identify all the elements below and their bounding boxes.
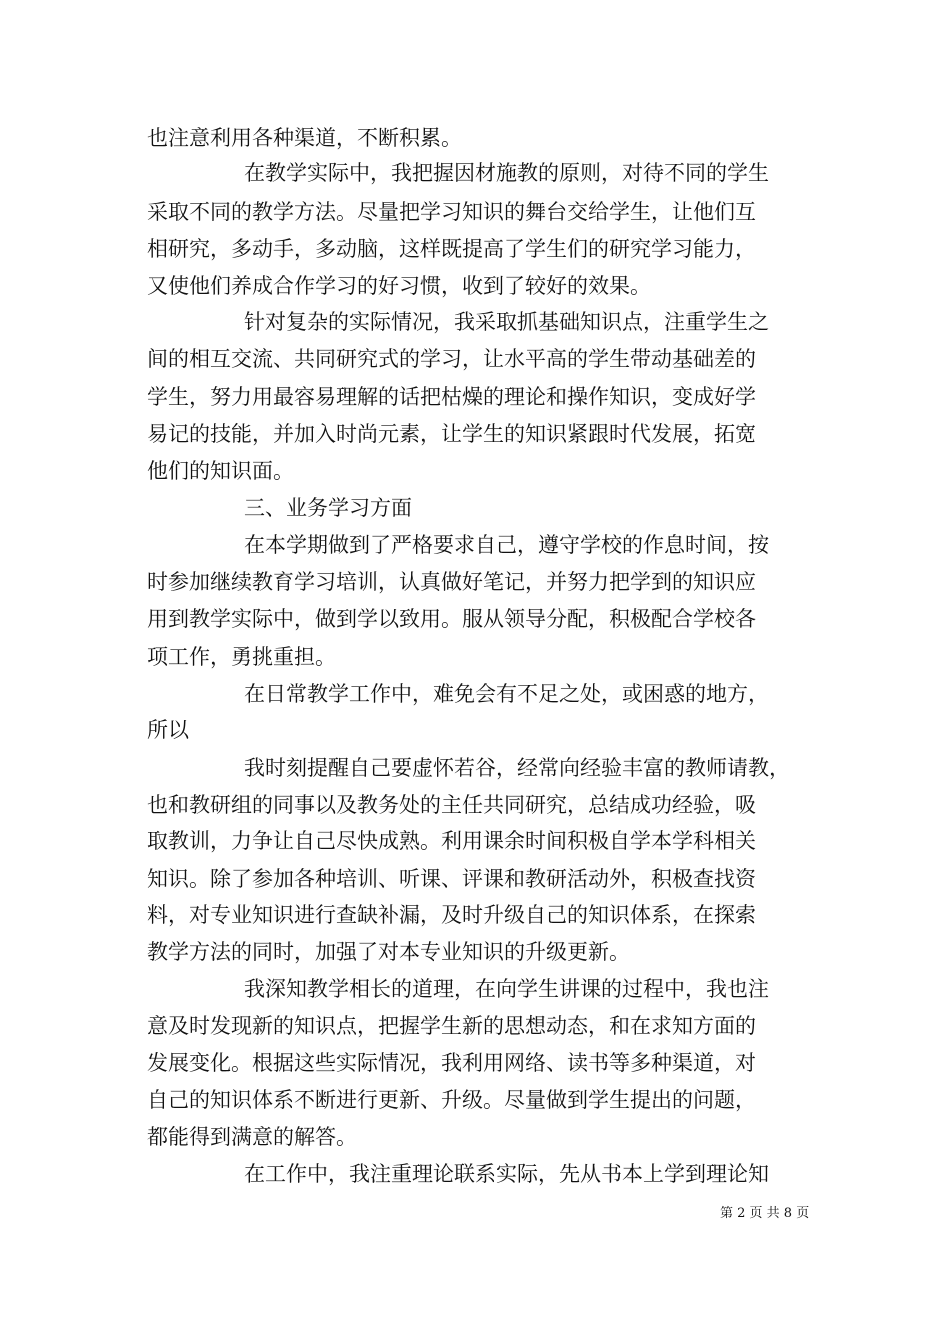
text-line: 在教学实际中，我把握因材施教的原则，对待不同的学生 <box>244 161 769 185</box>
text-line: 学生，努力用最容易理解的话把枯燥的理论和操作知识，变成好学 <box>147 385 756 409</box>
text-line: 相研究，多动手，多动脑，这样既提高了学生们的研究学习能力， <box>147 237 756 261</box>
text-line: 项工作，勇挑重担。 <box>147 645 336 669</box>
text-line: 采取不同的教学方法。尽量把学习知识的舞台交给学生，让他们互 <box>147 200 756 224</box>
text-line: 也注意利用各种渠道，不断积累。 <box>147 126 462 150</box>
text-line: 教学方法的同时，加强了对本专业知识的升级更新。 <box>147 940 630 964</box>
text-line: 我深知教学相长的道理，在向学生讲课的过程中，我也注 <box>244 977 769 1001</box>
section-heading: 三、业务学习方面 <box>244 496 412 520</box>
text-line: 意及时发现新的知识点，把握学生新的思想动态，和在求知方面的 <box>147 1014 756 1038</box>
text-line: 在工作中，我注重理论联系实际，先从书本上学到理论知 <box>244 1162 769 1186</box>
text-line: 在日常教学工作中，难免会有不足之处，或困惑的地方， <box>244 682 769 706</box>
text-line: 我时刻提醒自己要虚怀若谷，经常向经验丰富的教师请教， <box>244 756 790 780</box>
text-line: 料，对专业知识进行查缺补漏，及时升级自己的知识体系，在探索 <box>147 903 756 927</box>
text-line: 也和教研组的同事以及教务处的主任共同研究，总结成功经验，吸 <box>147 793 756 817</box>
text-line: 时参加继续教育学习培训，认真做好笔记，并努力把学到的知识应 <box>147 570 756 594</box>
text-line: 所以 <box>147 718 189 742</box>
text-line: 都能得到满意的解答。 <box>147 1125 357 1149</box>
text-line: 发展变化。根据这些实际情况，我利用网络、读书等多种渠道，对 <box>147 1051 756 1075</box>
text-line: 间的相互交流、共同研究式的学习，让水平高的学生带动基础差的 <box>147 347 756 371</box>
page-footer: 第 2 页 共 8 页 <box>720 1206 810 1221</box>
text-line: 用到教学实际中，做到学以致用。服从领导分配，积极配合学校各 <box>147 607 756 631</box>
text-line: 在本学期做到了严格要求自己，遵守学校的作息时间，按 <box>244 533 769 557</box>
text-line: 自己的知识体系不断进行更新、升级。尽量做到学生提出的问题， <box>147 1088 756 1112</box>
text-line: 又使他们养成合作学习的好习惯，收到了较好的效果。 <box>147 274 651 298</box>
text-line: 易记的技能，并加入时尚元素，让学生的知识紧跟时代发展，拓宽 <box>147 422 756 446</box>
text-line: 知识。除了参加各种培训、听课、评课和教研活动外，积极查找资 <box>147 867 756 891</box>
text-line: 他们的知识面。 <box>147 459 294 483</box>
text-line: 取教训，力争让自己尽快成熟。利用课余时间积极自学本学科相关 <box>147 829 756 853</box>
text-line: 针对复杂的实际情况，我采取抓基础知识点，注重学生之 <box>244 310 769 334</box>
